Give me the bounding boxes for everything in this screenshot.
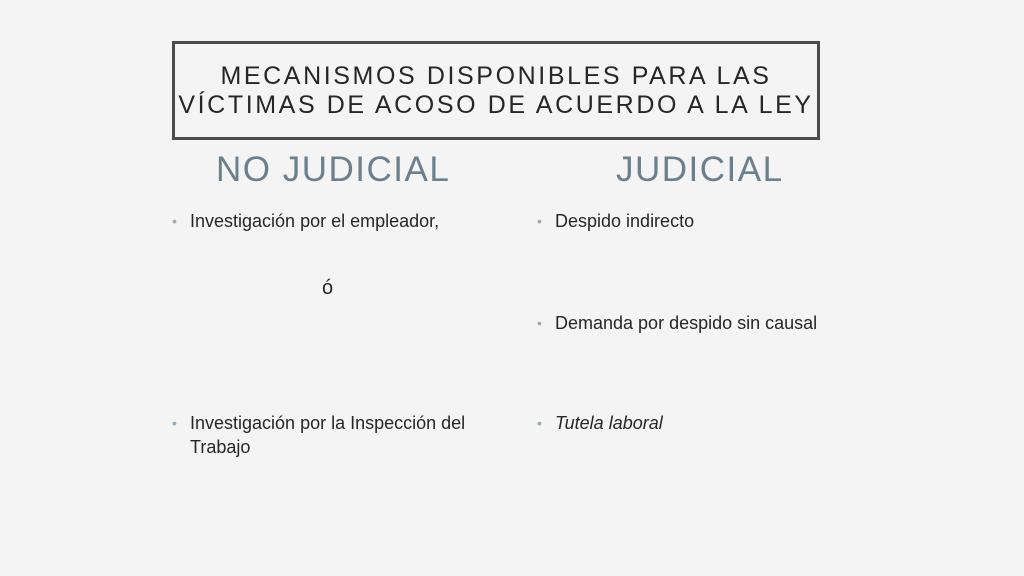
list-item-investigacion-empleador xyxy=(172,209,472,233)
list-item-text: Investigación por el empleador, xyxy=(190,211,440,231)
list-item-investigacion-inspeccion xyxy=(172,411,472,459)
slide-title-line-2: VÍCTIMAS DE ACOSO DE ACUERDO A LA LEY xyxy=(178,90,814,119)
or-separator: ó xyxy=(322,277,334,299)
bullet-icon: • xyxy=(537,213,542,229)
list-item-despido-indirecto xyxy=(537,209,837,233)
bullet-icon: • xyxy=(172,213,177,229)
list-item-text: Tutela laboral xyxy=(555,413,663,433)
list-item-text: Despido indirecto xyxy=(555,211,695,231)
slide-title-box xyxy=(172,41,820,140)
heading-judicial: JUDICIAL xyxy=(616,150,784,189)
bullet-icon: • xyxy=(172,415,177,431)
heading-no-judicial: NO JUDICIAL xyxy=(216,150,451,189)
bullet-icon: • xyxy=(537,415,542,431)
list-item-text: Investigación por la Inspección del Trabajo xyxy=(190,413,466,457)
slide-title-line-1: MECANISMOS DISPONIBLES PARA LAS xyxy=(220,61,772,90)
list-item-text: Demanda por despido sin causal xyxy=(555,313,818,333)
list-item-demanda-despido xyxy=(537,311,837,335)
bullet-icon: • xyxy=(537,315,542,331)
list-item-tutela-laboral xyxy=(537,411,837,435)
slide-title xyxy=(178,62,813,120)
